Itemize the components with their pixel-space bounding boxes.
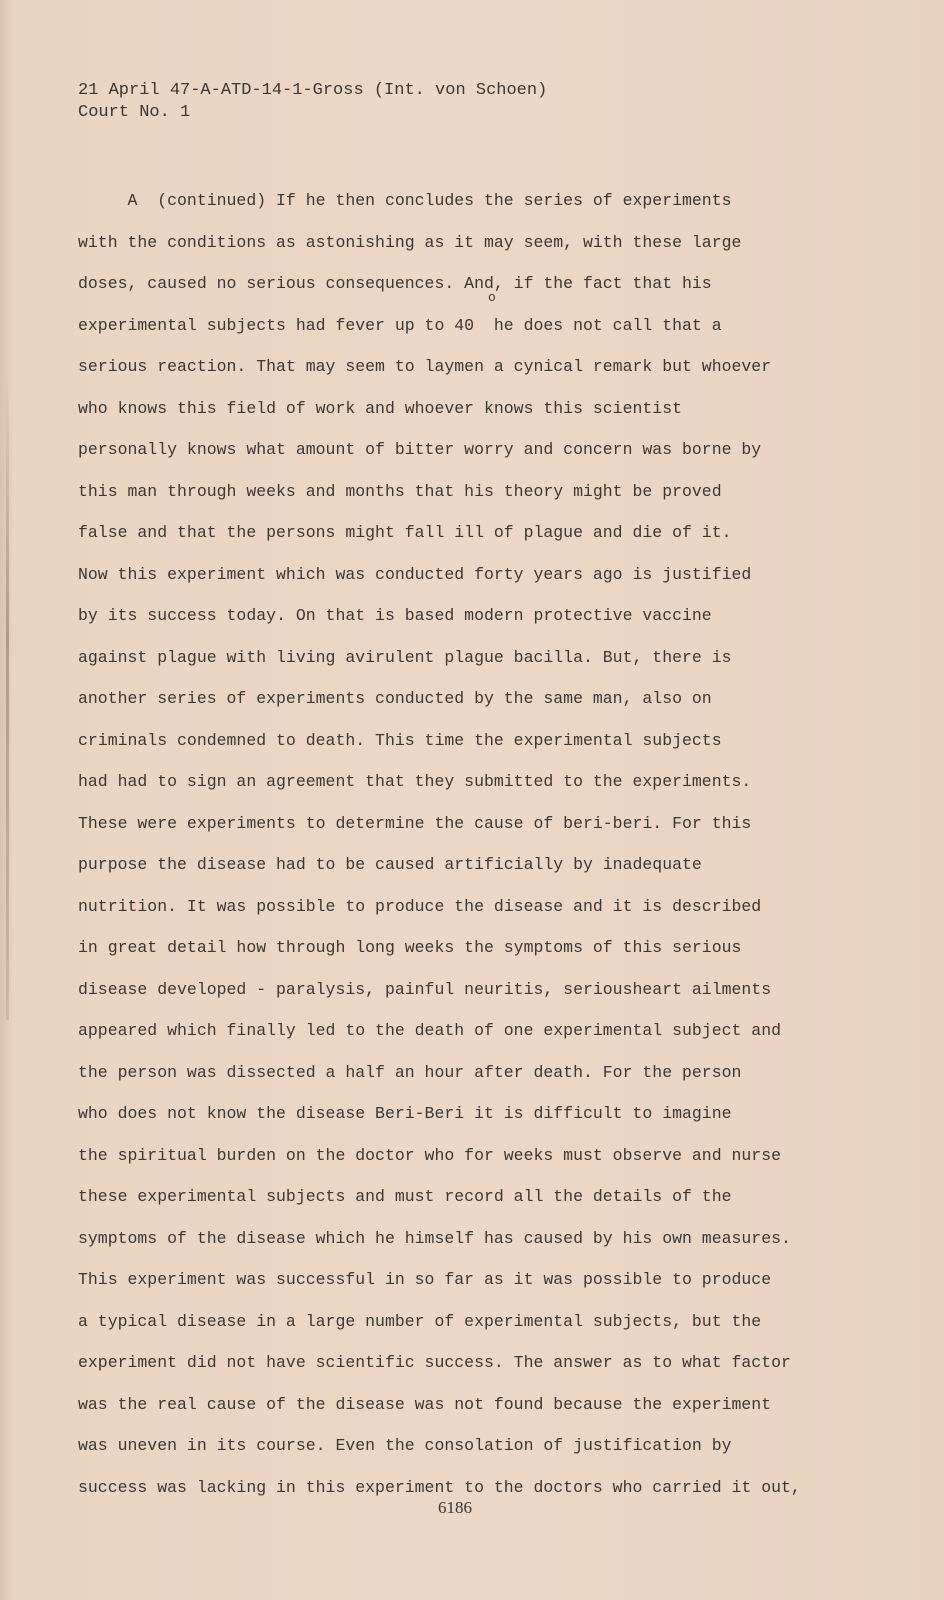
body-line: was uneven in its course. Even the consolation of justification by [78, 1436, 732, 1455]
body-line: the person was dissected a half an hour after death. For the person [78, 1062, 742, 1082]
body-line: was the real cause of the disease was not found because the experiment [78, 1394, 772, 1414]
body-line: with the conditions as astonishing as it may seem, with these large [78, 232, 742, 252]
body-line: by its success today. On that is based modern protective vaccine [78, 606, 712, 625]
body-line: doses, caused no serious consequences. And, if the fact that his [78, 274, 712, 293]
header-line-1: 21 April 47-A-ATD-14-1-Gross (Int. von Schoen) [78, 81, 548, 100]
page-number: 6186 [438, 1498, 472, 1517]
body-line: the spiritual burden on the doctor who for weeks must observe and nurse [78, 1145, 782, 1165]
body-line: experimental subjects had fever up to 40 he does not call that a [78, 315, 722, 335]
degree-mark: o [488, 290, 496, 305]
body-line: nutrition. It was possible to produce the disease and it is described [78, 896, 762, 916]
body-line: a typical disease in a large number of experimental subjects, but the [78, 1311, 762, 1331]
body-line: purpose the disease had to be caused artificially by inadequate [78, 855, 702, 874]
body-line: serious reaction. That may seem to laymen a cynical remark but whoever [78, 357, 772, 376]
body-line: another series of experiments conducted by the same man, also on [78, 689, 712, 708]
body-line: who knows this field of work and whoever knows this scientist [78, 398, 682, 418]
body-line: this man through weeks and months that his theory might be proved [78, 481, 722, 501]
body-line: This experiment was successful in so far as it was possible to produce [78, 1270, 772, 1289]
body-line: disease developed - paralysis, painful neuritis, seriousheart ailments [78, 979, 772, 999]
body-line: experiment did not have scientific success. The answer as to what factor [78, 1353, 791, 1372]
body-line: symptoms of the disease which he himself has caused by his own measures. [78, 1228, 791, 1248]
testimony-body [78, 180, 878, 1508]
body-line: criminals condemned to death. This time the experimental subjects [78, 730, 722, 750]
body-line: against plague with living avirulent plague bacilla. But, there is [78, 647, 732, 667]
body-line: false and that the persons might fall ill of plague and die of it. [78, 523, 732, 542]
body-line: These were experiments to determine the cause of beri-beri. For this [78, 813, 752, 833]
body-line: these experimental subjects and must record all the details of the [78, 1187, 732, 1206]
header-line-2: Court No. 1 [78, 103, 191, 122]
body-line: Now this experiment which was conducted forty years ago is justified [78, 564, 752, 584]
body-line: personally knows what amount of bitter worry and concern was borne by [78, 440, 762, 459]
body-line: had had to sign an agreement that they submitted to the experiments. [78, 772, 752, 791]
body-line: A (continued) If he then concludes the series of experiments [78, 191, 732, 210]
body-line: in great detail how through long weeks the symptoms of this serious [78, 938, 742, 957]
body-line: success was lacking in this experiment to the doctors who carried it out, [78, 1477, 801, 1497]
body-line: appeared which finally led to the death of one experimental subject and [78, 1021, 782, 1040]
document-header [78, 80, 547, 124]
body-line: who does not know the disease Beri-Beri it is difficult to imagine [78, 1104, 732, 1123]
page-edge-wear [6, 380, 9, 1020]
